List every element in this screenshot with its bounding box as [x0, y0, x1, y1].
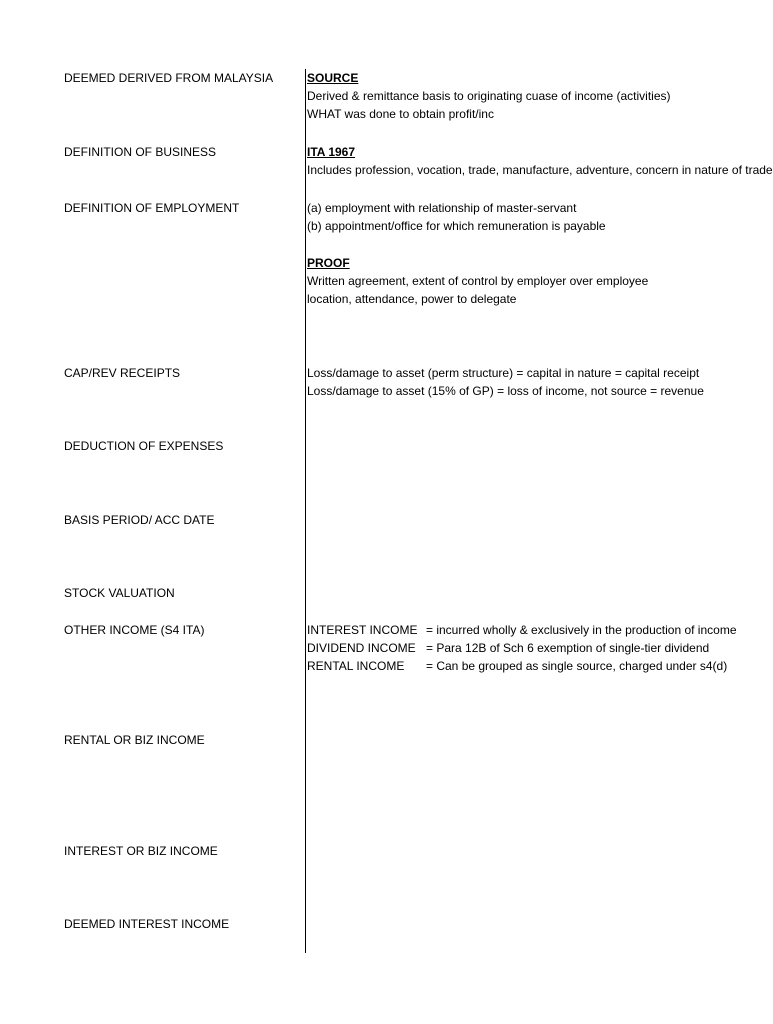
source-line: WHAT was done to obtain profit/inc [307, 107, 494, 121]
other-income-row [307, 639, 710, 657]
topic-stock-valuation: STOCK VALUATION [64, 586, 175, 600]
note-other-income [307, 621, 737, 675]
other-income-text: = Para 12B of Sch 6 exemption of single-tier dividend [426, 641, 710, 655]
proof-line: location, attendance, power to delegate [307, 292, 517, 306]
proof-line: Written agreement, extent of control by employer over employee [307, 274, 649, 288]
note-employment [307, 199, 669, 235]
topic-rental-or-biz-income: RENTAL OR BIZ INCOME [64, 733, 205, 747]
topic-cap-rev-receipts: CAP/REV RECEIPTS [64, 366, 181, 380]
topic-deemed-interest-income: DEEMED INTEREST INCOME [64, 917, 230, 931]
topic-interest-or-biz-income: INTEREST OR BIZ INCOME [64, 844, 218, 858]
other-income-label: RENTAL INCOME [307, 659, 405, 673]
note-source [307, 69, 669, 123]
employment-line: (a) employment with relationship of master-servant [307, 201, 577, 215]
other-income-row [307, 657, 728, 675]
cap-rev-line: Loss/damage to asset (15% of GP) = loss of income, not source = revenue [307, 384, 704, 398]
topic-deduction-of-expenses: DEDUCTION OF EXPENSES [64, 439, 224, 453]
employment-line: (b) appointment/office for which remuneration is payable [307, 219, 606, 233]
topic-definition-of-business: DEFINITION OF BUSINESS [64, 145, 217, 159]
note-cap-rev [307, 364, 704, 400]
other-income-row [307, 621, 737, 639]
topic-other-income: OTHER INCOME (S4 ITA) [64, 623, 205, 637]
topic-definition-of-employment: DEFINITION OF EMPLOYMENT [64, 201, 240, 215]
other-income-label: DIVIDEND INCOME [307, 641, 416, 655]
note-proof [307, 254, 669, 308]
other-income-text: = Can be grouped as single source, charged under s4(d) [426, 659, 728, 673]
ita-line: Includes profession, vocation, trade, manufacture, adventure, concern in nature of trade [307, 163, 773, 177]
topic-basis-period: BASIS PERIOD/ ACC DATE [64, 513, 215, 527]
other-income-label: INTEREST INCOME [307, 623, 418, 637]
topic-deemed-derived: DEEMED DERIVED FROM MALAYSIA [64, 71, 274, 85]
source-heading: SOURCE [307, 71, 359, 85]
cap-rev-line: Loss/damage to asset (perm structure) = capital in nature = capital receipt [307, 366, 700, 380]
note-ita [307, 143, 773, 179]
other-income-text: = incurred wholly & exclusively in the production of income [426, 623, 737, 637]
column-divider [305, 69, 306, 953]
ita-heading: ITA 1967 [307, 145, 356, 159]
proof-heading: PROOF [307, 256, 350, 270]
source-line: Derived & remittance basis to originating cuase of income (activities) [307, 89, 671, 103]
